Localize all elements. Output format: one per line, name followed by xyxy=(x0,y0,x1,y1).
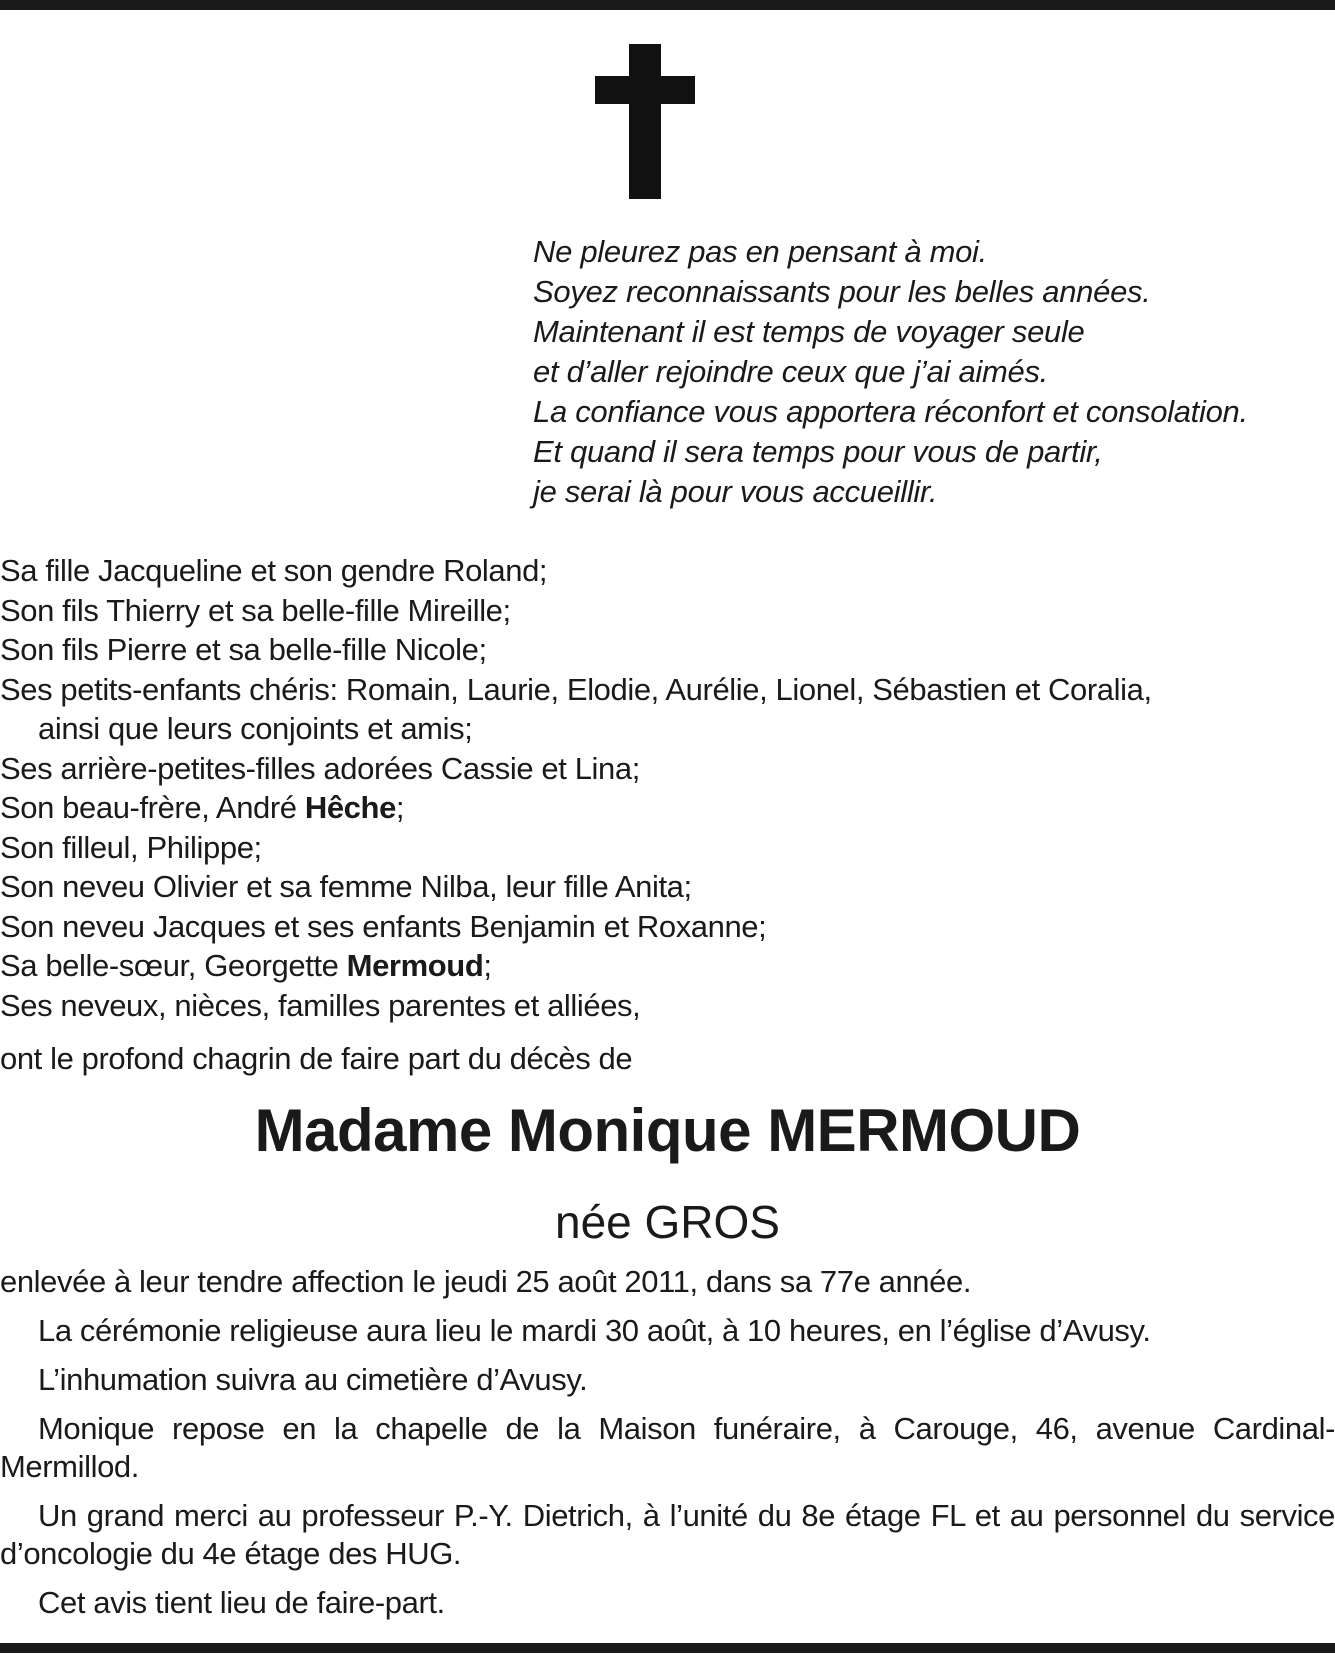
deceased-name: Madame Monique MERMOUD xyxy=(254,1097,1081,1164)
poem-line: je serai là pour vous accueillir. xyxy=(533,474,938,509)
family-line: Son filleul, Philippe; xyxy=(0,829,262,865)
family-line: Sa fille Jacqueline et son gendre Roland; xyxy=(0,553,548,588)
family-punct: ; xyxy=(483,948,492,983)
family-line: ainsi que leurs conjoints et amis; xyxy=(38,711,473,746)
death-notice: enlevée à leur tendre affection le jeudi 25 août 2011, dans sa 77e année. xyxy=(0,1264,972,1299)
family-text: Sa belle-sœur, Georgette xyxy=(0,948,347,983)
burial-info: L’inhumation suivra au cimetière d’Avusy. xyxy=(38,1362,588,1397)
top-border-rule xyxy=(0,0,1335,10)
family-punct: ; xyxy=(395,790,405,825)
maiden-name: née GROS xyxy=(555,1196,780,1248)
family-line: Son neveu Jacques et ses enfants Benjamin et Roxanne; xyxy=(0,908,767,944)
family-line: Ses petits-enfants chéris: Romain, Laurie, Elodie, Aurélie, Lionel, Sébastien et Coralia, xyxy=(0,671,1152,707)
surname-bold: Hêche xyxy=(304,790,396,825)
cross-icon xyxy=(595,44,695,199)
poem-line: Soyez reconnaissants pour les belles années. xyxy=(533,274,1151,309)
family-list xyxy=(0,551,1335,1025)
family-text: Son beau-frère, André xyxy=(0,790,305,825)
poem xyxy=(533,232,1333,512)
notice-statement: Cet avis tient lieu de faire-part. xyxy=(38,1585,445,1620)
poem-line: Ne pleurez pas en pensant à moi. xyxy=(533,234,987,269)
family-line: Ses neveux, nièces, familles parentes et alliées, xyxy=(0,987,641,1023)
poem-line: La confiance vous apportera réconfort et consolation. xyxy=(533,394,1248,429)
family-line xyxy=(0,946,1335,986)
thanks-note: Un grand merci au professeur P.-Y. Dietrich, à l’unité du 8e étage FL et au personnel du service d’oncologie du 4e étage des HUG. xyxy=(0,1498,1335,1571)
surname-bold: Mermoud xyxy=(346,948,484,983)
announcement-intro: ont le profond chagrin de faire part du décès de xyxy=(0,1041,633,1076)
ceremony-info: La cérémonie religieuse aura lieu le mardi 30 août, à 10 heures, en l’église d’Avusy. xyxy=(38,1313,1151,1348)
poem-line: Maintenant il est temps de voyager seule xyxy=(533,314,1085,349)
family-line: Ses arrière-petites-filles adorées Cassie et Lina; xyxy=(0,750,640,786)
family-line: Son fils Thierry et sa belle-fille Mireille; xyxy=(0,592,511,628)
poem-line: Et quand il sera temps pour vous de partir, xyxy=(533,434,1103,469)
funeral-details xyxy=(0,1263,1335,1622)
family-line: Son fils Pierre et sa belle-fille Nicole; xyxy=(0,632,487,667)
bottom-border-rule xyxy=(0,1643,1335,1653)
rest-location: Monique repose en la chapelle de la Maison funéraire, à Carouge, 46, avenue Cardinal-Mermillod. xyxy=(0,1411,1335,1484)
poem-line: et d’aller rejoindre ceux que j’ai aimés. xyxy=(533,354,1048,389)
family-line xyxy=(0,788,1335,828)
family-line: Son neveu Olivier et sa femme Nilba, leur fille Anita; xyxy=(0,869,692,904)
